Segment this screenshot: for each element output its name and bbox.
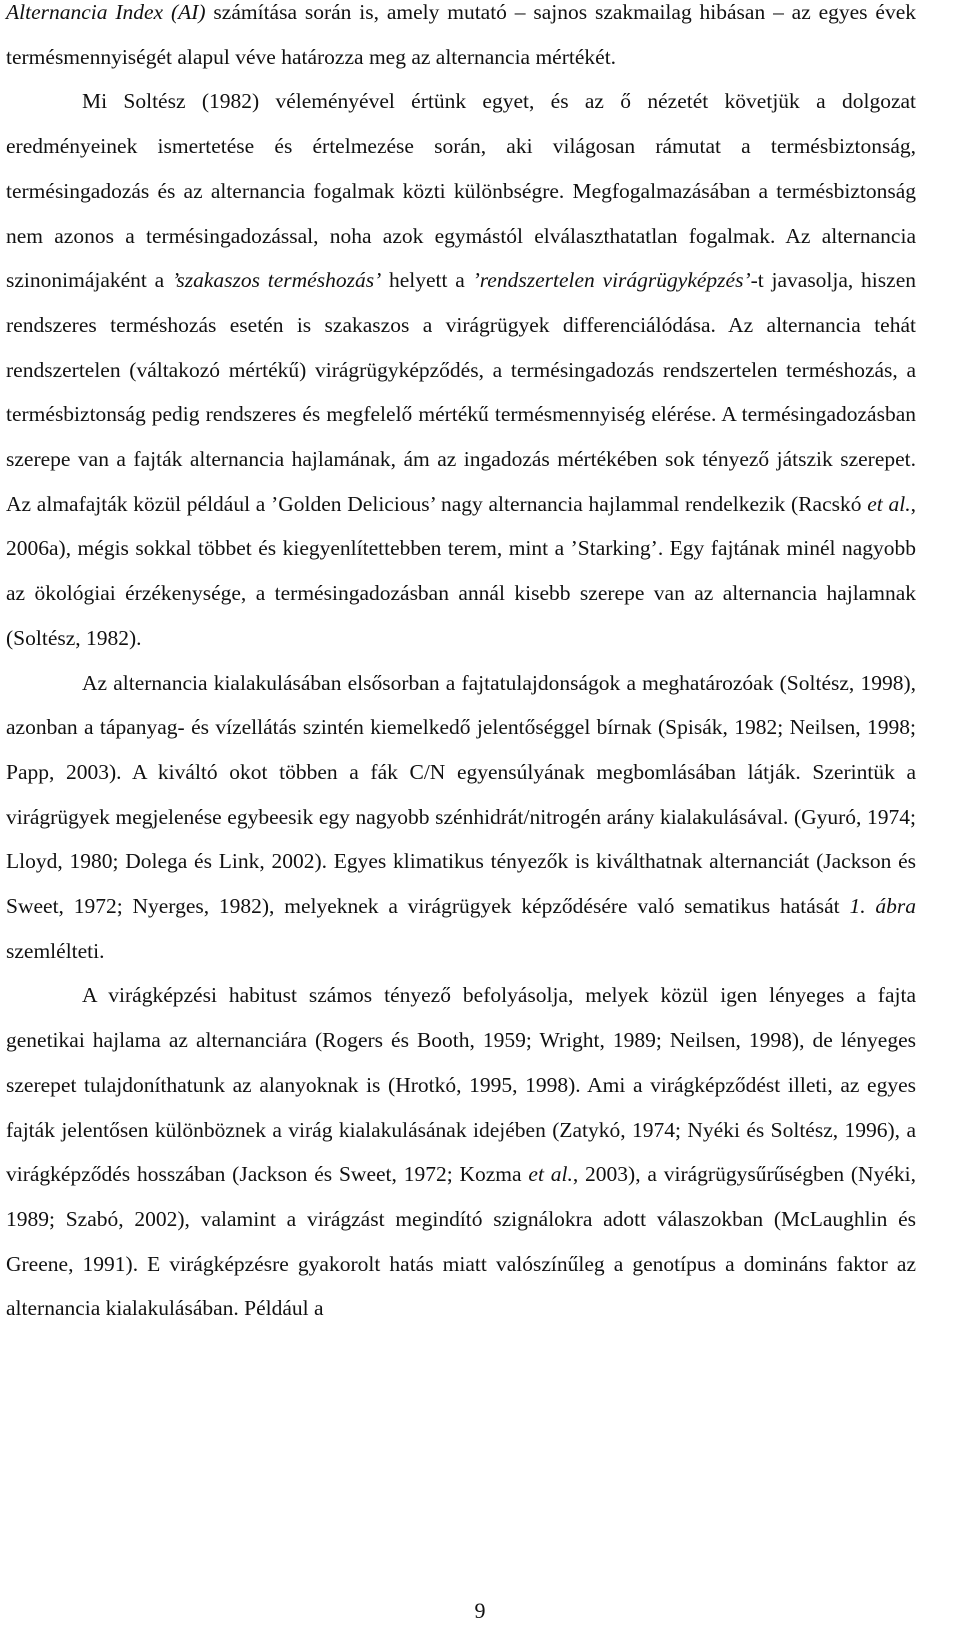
italic-text-run: ’rendszertelen virágrügyképzés’ bbox=[472, 268, 751, 293]
text-run: helyett a bbox=[381, 268, 473, 293]
text-run: Az alternancia kialakulásában elsősorban a fajtatulajdonságok a meghatározóak (Soltész, 1998), azonban a tápanyag- és vízellátás szintén kiemelkedő jelentőséggel bírnak (Spisák, 1982; Neilsen, 1998; Papp, 2003). A kiváltó okot többen a fák C/N egyensúlyának megbomlásában látják. Szerintük a virágrügyek megjelenése egybeesik egy nagyobb szénhidrát/nitrogén arány kialakulásával. (Gyuró, 1974; Lloyd, 1980; Dolega és Link, 2002). Egyes klimatikus tényezők is kiválthatnak alternanciát (Jackson és Sweet, 1972; Nyerges, 1982), melyeknek a virágrügyek képződésére való sematikus hatását bbox=[6, 670, 916, 919]
paragraph bbox=[6, 0, 916, 79]
paragraph bbox=[6, 79, 916, 660]
italic-text-run: ’szakaszos terméshozás’ bbox=[171, 268, 382, 293]
text-run: , 2006a), mégis sokkal többet és kiegyenlítettebben terem, mint a ’Starking’. Egy fajtának minél nagyobb az ökológiai érzékenysége, a termésingadozásban annál kisebb szerepe van az alternancia hajlamnak (Soltész, 1982). bbox=[6, 491, 916, 650]
text-run: -t javasolja, hiszen rendszeres terméshozás esetén is szakaszos a virágrügyek differenciálódása. Az alternancia tehát rendszertelen (váltakozó mértékű) virágrügyképződés, a termésingadozás rendszertelen terméshozás, a termésbiztonság pedig rendszeres és megfelelő mértékű termésmennyiség elérése. A termésingadozásban szerepe van a fajták alternancia hajlamának, ám az ingadozás mértékében sok tényező játszik szerepet. Az almafajták közül például a ’Golden Delicious’ nagy alternancia hajlammal rendelkezik (Racskó bbox=[6, 268, 916, 516]
page-number: 9 bbox=[474, 1598, 486, 1623]
text-run: A virágképzési habitust számos tényező befolyásolja, melyek közül igen lényeges a fajta genetikai hajlama az alternanciára (Rogers és Booth, 1959; Wright, 1989; Neilsen, 1998), de lényeges szerepet tulajdoníthatunk az alanyoknak is (Hrotkó, 1995, 1998). Ami a virágképződést illeti, az egyes fajták jelentősen különböznek a virág kialakulásának idejében (Zatykó, 1974; Nyéki és Soltész, 1996), a virágképződés hosszában (Jackson és Sweet, 1972; Kozma bbox=[6, 983, 916, 1187]
paragraph bbox=[6, 973, 916, 1331]
paragraph bbox=[6, 661, 916, 974]
text-run: szemlélteti. bbox=[6, 938, 105, 963]
text-run: számítása során is, amely mutató – sajnos szakmailag hibásan – az egyes évek termésmennyiségét alapul véve határozza meg az alternancia mértékét. bbox=[6, 0, 916, 69]
italic-text-run: et al. bbox=[867, 491, 911, 516]
italic-text-run: 1. ábra bbox=[849, 894, 916, 919]
text-run: Mi Soltész (1982) véleményével értünk egyet, és az ő nézetét követjük a dolgozat eredményeinek ismertetése és értelmezése során, aki világosan rámutat a termésbiztonság, termésingadozás és az alternancia fogalmak közti különbségre. Megfogalmazásában a termésbiztonság nem azonos a termésingadozással, noha azok egymástól elválaszthatatlan fogalmak. Az alternancia szinonimájaként a bbox=[6, 89, 916, 293]
italic-text-run: Alternancia Index (AI) bbox=[6, 0, 206, 24]
italic-text-run: et al. bbox=[528, 1162, 573, 1187]
document-body bbox=[6, 0, 916, 1331]
text-run: , 2003), a virágrügysűrűségben (Nyéki, 1989; Szabó, 2002), valamint a virágzást megindító szignálokra adott válaszokban (McLaughlin és Greene, 1991). E virágképzésre gyakorolt hatás miatt valószínűleg a genotípus a domináns faktor az alternancia kialakulásában. Például a bbox=[6, 1162, 916, 1321]
